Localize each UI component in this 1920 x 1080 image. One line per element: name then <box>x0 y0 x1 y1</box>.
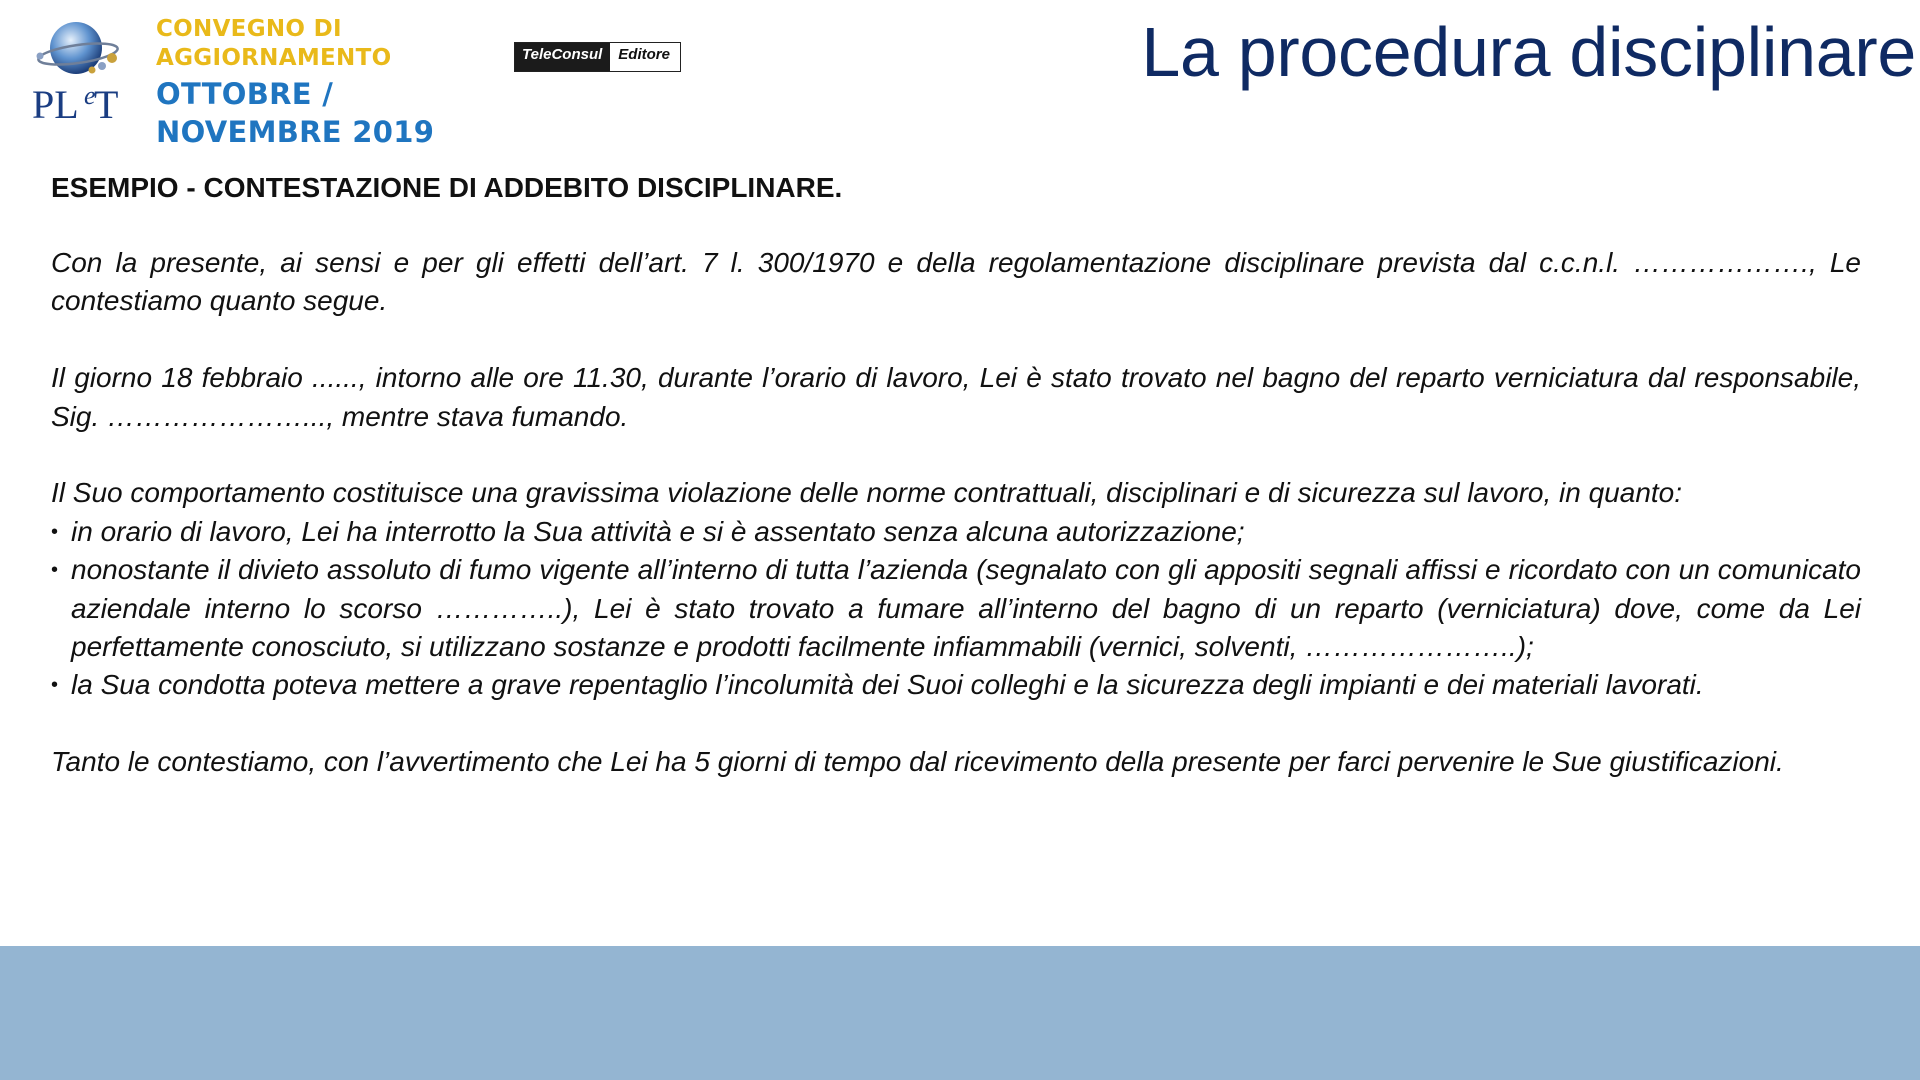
bullet-icon: • <box>51 520 59 543</box>
paragraph-closing: Tanto le contestiamo, con l’avvertimento che Lei ha 5 giorni di tempo dal ricevimento della presente per farci pervenire le Sue giustificazioni. <box>51 746 1784 778</box>
bullet-icon: • <box>51 559 59 582</box>
plet-logo <box>32 18 132 122</box>
svg-text:PL: PL <box>32 82 79 122</box>
svg-text:T: T <box>94 82 119 122</box>
bullet-icon: • <box>51 674 59 697</box>
event-title-line1: CONVEGNO DI <box>156 16 342 42</box>
document-body <box>51 244 1861 782</box>
paragraph-gap <box>51 705 1861 743</box>
list-item <box>51 513 1861 551</box>
paragraph-intro: Con la presente, ai sensi e per gli effetti dell’art. 7 l. 300/1970 e della regolamentazione disciplinare prevista dal c.c.n.l. ………………., Le contestiamo quanto segue. <box>51 247 1861 317</box>
list-item <box>51 551 1861 666</box>
list-item-text: la Sua condotta poteva mettere a grave repentaglio l’incolumità dei Suoi colleghi e la sicurezza degli impianti e dei materiali lavorati. <box>71 669 1704 701</box>
violation-list <box>51 513 1861 705</box>
event-date-line1: OTTOBRE / <box>156 77 334 111</box>
list-item-text: in orario di lavoro, Lei ha interrotto la Sua attività e si è assentato senza alcuna autorizzazione; <box>71 515 1245 547</box>
list-item-text: nonostante il divieto assoluto di fumo vigente all’interno di tutta l’azienda (segnalato con gli appositi segnali affissi e ricordato con un comunicato aziendale interno lo scorso …………..), Lei è stato trovato a fumare all’interno del bagno di un reparto (verniciatura) dove, come da Lei perfettamente conosciuto, si utilizzano sostanze e prodotti facilmente infiammabili (vernici, solventi, …………………..); <box>71 554 1861 663</box>
event-title-line2: AGGIORNAMENTO <box>156 45 392 71</box>
paragraph-event: Il giorno 18 febbraio ......, intorno alle ore 11.30, durante l’orario di lavoro, Lei è stato trovato nel bagno del reparto verniciatura dal responsabile, Sig. …………………..., mentre stava fumando. <box>51 362 1861 432</box>
paragraph-violation: Il Suo comportamento costituisce una gravissima violazione delle norme contrattuali, disciplinari e di sicurezza sul lavoro, in quanto: <box>51 477 1683 509</box>
paragraph-gap <box>51 436 1861 474</box>
svg-text:e: e <box>84 81 96 110</box>
list-item <box>51 666 1861 704</box>
event-date-line2: NOVEMBRE 2019 <box>156 115 435 149</box>
paragraph-gap <box>51 321 1861 359</box>
globe-logo-icon <box>32 18 132 122</box>
footer-band <box>0 946 1920 1080</box>
publisher-logo <box>514 42 681 72</box>
publisher-name: TeleConsul <box>515 43 610 71</box>
publisher-label: Editore <box>610 43 680 71</box>
document-heading: ESEMPIO - CONTESTAZIONE DI ADDEBITO DISCIPLINARE. <box>51 172 843 203</box>
slide-title: La procedura disciplinare <box>1141 13 1916 91</box>
